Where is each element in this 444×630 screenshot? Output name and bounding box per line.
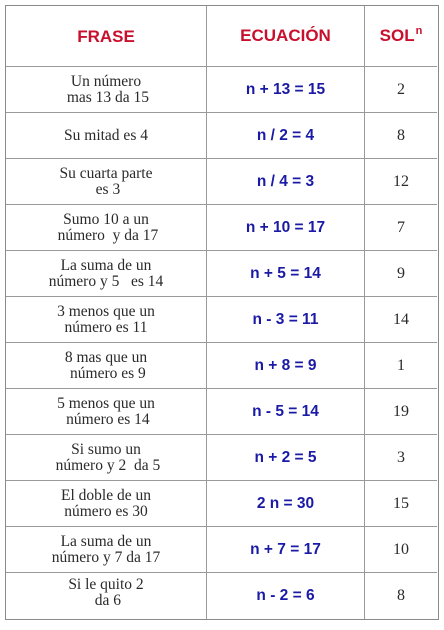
table-row <box>6 297 438 343</box>
frase-cell: El doble de un número es 30 <box>6 481 207 527</box>
header-ecuacion: ECUACIÓN <box>207 6 365 67</box>
table-row <box>6 67 438 113</box>
sol-cell: 19 <box>365 389 437 435</box>
frase-cell: 8 mas que un número es 9 <box>6 343 207 389</box>
header-sol-superscript: n <box>415 25 423 37</box>
table-row <box>6 159 438 205</box>
sol-cell: 8 <box>397 587 405 604</box>
table-grid <box>6 6 438 67</box>
sol-cell: 12 <box>365 159 437 205</box>
sol-cell: 2 <box>365 67 437 113</box>
ecuacion-cell: n + 5 = 14 <box>207 251 365 297</box>
frase-cell: Si le quito 2 da 6 <box>6 573 207 619</box>
ecuacion-cell: n - 5 = 14 <box>207 389 365 435</box>
table-row <box>6 527 438 573</box>
ecuacion-cell: n + 7 = 17 <box>207 527 365 573</box>
ecuacion-cell: n / 2 = 4 <box>207 113 365 159</box>
table-row <box>6 435 438 481</box>
sol-cell: 8 <box>365 113 437 159</box>
frase-cell: Su cuarta parte es 3 <box>6 159 207 205</box>
frase-cell: 5 menos que un número es 14 <box>6 389 207 435</box>
sol-cell: 14 <box>365 297 437 343</box>
ecuacion-cell: n / 4 = 3 <box>207 159 365 205</box>
header-sol: SOL $^n$ <box>365 6 437 67</box>
frase-cell: La suma de un número y 5 es 14 <box>6 251 207 297</box>
sol-cell: 7 <box>365 205 437 251</box>
frase-cell: Sumo 10 a un número y da 17 <box>6 205 207 251</box>
ecuacion-cell: n + 8 = 9 <box>207 343 365 389</box>
table-row <box>6 389 438 435</box>
frase-cell: La suma de un número y 7 da 17 <box>6 527 207 573</box>
ecuacion-cell: n - 2 = 6 <box>207 573 365 619</box>
table-row <box>6 343 438 389</box>
frase-cell: Un número mas 13 da 15 <box>6 67 207 113</box>
ecuacion-cell: n - 3 = 11 <box>207 297 365 343</box>
table-row <box>6 251 438 297</box>
sol-cell: 10 <box>365 527 437 573</box>
sol-cell: 3 <box>365 435 437 481</box>
ecuacion-cell: 2 n = 30 <box>207 481 365 527</box>
sol-cell: 9 <box>365 251 437 297</box>
ecuacion-cell: n + 10 = 17 <box>207 205 365 251</box>
table-row <box>6 113 438 159</box>
frase-cell: 3 menos que un número es 11 <box>6 297 207 343</box>
table-row <box>6 573 438 619</box>
table-row <box>6 481 438 527</box>
header-frase: FRASE <box>6 6 207 67</box>
table-body <box>6 67 438 619</box>
ecuacion-cell: n + 2 = 5 <box>207 435 365 481</box>
frase-cell: Si sumo un número y 2 da 5 <box>6 435 207 481</box>
sol-cell: 15 <box>365 481 437 527</box>
frase-cell: Su mitad es 4 <box>6 113 207 159</box>
table-row <box>6 205 438 251</box>
ecuacion-cell: n + 13 = 15 <box>207 67 365 113</box>
equations-table <box>5 5 439 620</box>
sol-cell: 1 <box>365 343 437 389</box>
